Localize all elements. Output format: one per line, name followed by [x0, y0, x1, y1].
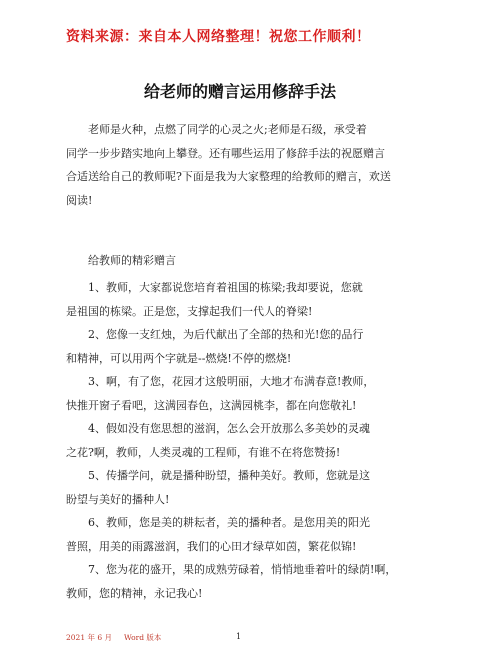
- quote-list: [66, 276, 420, 605]
- quote-item-1-line-1: 1、教师，大家都说您培育着祖国的栋梁;我却要说，您就: [88, 281, 363, 294]
- intro-line: 同学一步步踏实地向上攀登。还有哪些运用了修辞手法的祝愿赠言: [66, 146, 385, 160]
- source-banner: 资料来源：来自本人网络整理！祝您工作顺利！: [66, 29, 371, 45]
- quote-item-3-line-2: 快推开窗子看吧，这满园春色，这满园桃李，都在向您敬礼!: [66, 398, 357, 412]
- footer-version: Word 版本: [123, 633, 162, 642]
- quote-item-7-line-1: 7、您为花的盛开，果的成熟劳碌着，悄悄地垂着叶的绿荫!啊，: [88, 563, 397, 576]
- footer-date: 2021 年 6 月: [66, 633, 113, 642]
- footer-meta: [66, 632, 161, 643]
- intro-line: 合适送给自己的教师呢?下面是我为大家整理的给教师的赠言，欢送: [66, 170, 391, 183]
- document-title: 给老师的赠言运用修辞手法: [143, 82, 336, 101]
- quote-item-5-line-1: 5、传播学问，就是播种盼望，播种美好。教师，您就是这: [88, 469, 370, 482]
- page-number: 1: [236, 632, 242, 641]
- quote-item-7-line-2: 教师，您的精神，永记我心!: [66, 586, 203, 600]
- quote-item-1-line-2: 是祖国的栋梁。正是您，支撑起我们一代人的脊梁!: [66, 304, 313, 318]
- quote-item-4-line-1: 4、假如没有您思想的滋润，怎么会开放那么多美妙的灵魂: [88, 422, 370, 435]
- intro-paragraph: [66, 118, 420, 212]
- quote-item-4-line-2: 之花?啊，教师，人类灵魂的工程师，有谁不在将您赞扬!: [66, 445, 341, 459]
- intro-line: 阅读!: [66, 193, 93, 207]
- quote-item-2-line-2: 和精神，可以用两个字就是--燃烧!不停的燃烧!: [66, 351, 292, 365]
- intro-line: 老师是火种，点燃了同学的心灵之火;老师是石级，承受着: [88, 123, 367, 136]
- quote-item-6-line-2: 普照，用美的雨露滋润，我们的心田才绿草如茵，繁花似锦!: [66, 539, 357, 553]
- quote-item-5-line-2: 盼望与美好的播种人!: [66, 492, 170, 506]
- quote-item-2-line-1: 2、您像一支红烛，为后代献出了全部的热和光!您的品行: [88, 328, 364, 341]
- quote-item-3-line-1: 3、啊，有了您，花园才这般明丽，大地才布满春意!教师，: [88, 375, 375, 388]
- quote-item-6-line-1: 6、教师，您是美的耕耘者，美的播种者。是您用美的阳光: [88, 516, 370, 529]
- section-heading: 给教师的精彩赠言: [88, 254, 176, 267]
